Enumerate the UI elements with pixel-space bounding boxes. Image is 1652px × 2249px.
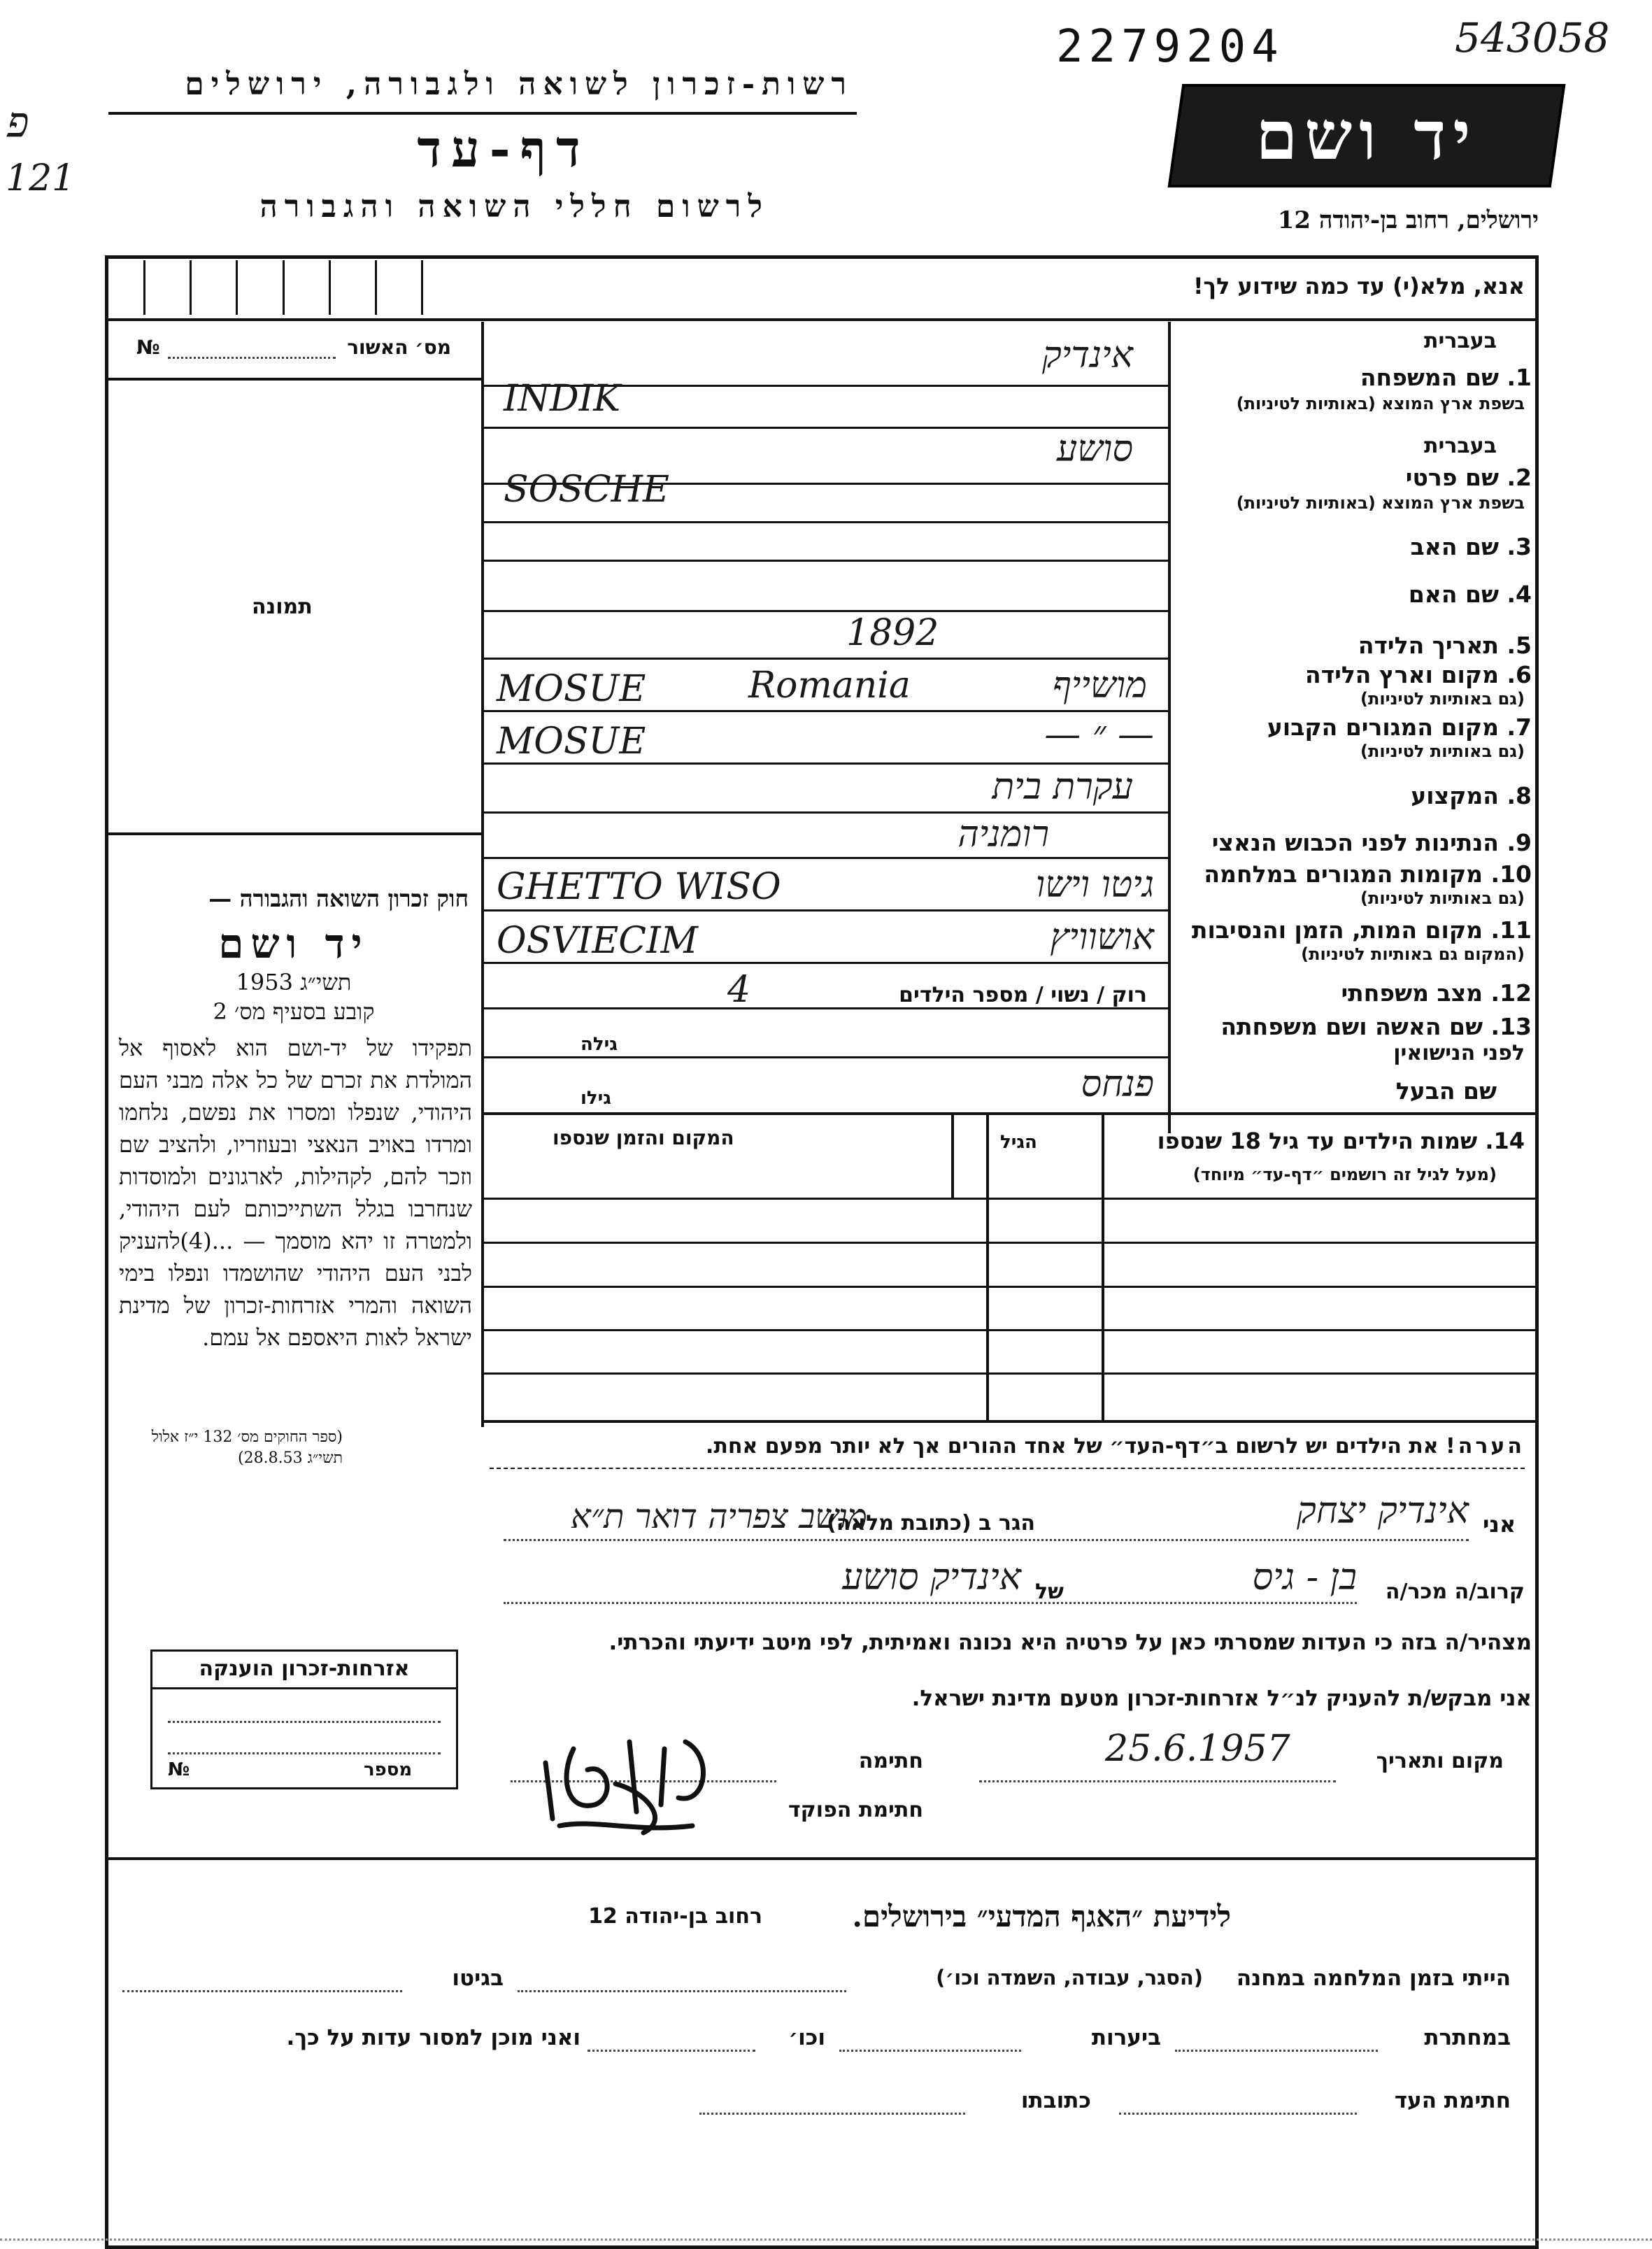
hebrew-tag: בעברית	[1424, 434, 1497, 458]
note-text: את הילדים יש לרשום ב״דף-העד״ של אחד ההורים אך לא יותר מפעם אחת.	[706, 1434, 1439, 1459]
field-label: מקומות המגורים במלחמה	[1204, 860, 1483, 888]
field-label: הנתינות לפני הכבוש הנאצי	[1211, 829, 1499, 856]
field-label-birth-date	[1175, 632, 1532, 659]
field-sub: בשפת ארץ המוצא (באותיות לטיניות)	[1236, 394, 1525, 413]
field-number: 8.	[1507, 782, 1532, 809]
note-label: הערה!	[1446, 1434, 1525, 1459]
victim-name-reference[interactable]: אינדיק סושע	[842, 1556, 1021, 1598]
field-sub: (גם באותיות לטיניות)	[1360, 689, 1525, 709]
field-number: 12.	[1490, 979, 1532, 1007]
authority-name: רשות-זכרון לשואה ולגבורה, ירושלים	[185, 66, 853, 102]
field-label: מקום המגורים הקבוע	[1267, 714, 1499, 741]
footer-address-label: כתובתו	[1020, 2088, 1091, 2113]
place-date-label: מקום ותאריך	[1376, 1749, 1504, 1773]
declarant-address[interactable]: מושב צפריה דואר ת״א	[571, 1497, 867, 1536]
law-reference: (ספר החוקים מס׳ 132 י״ז אלול תשי״ג 28.8.53)	[151, 1428, 343, 1467]
family-name-hebrew[interactable]: אינדיק	[1041, 334, 1133, 376]
field-number: 11.	[1490, 916, 1532, 944]
citizenship-request: אני מבקש/ת להעניק לנ״ל אזרחות-זכרון מטעם מדינת ישראל.	[911, 1686, 1532, 1711]
field-number: 14.	[1485, 1128, 1525, 1154]
field-sub: לפני הנישואין	[1393, 1041, 1525, 1065]
field-label: המקצוע	[1411, 782, 1499, 809]
note	[490, 1434, 1525, 1459]
field-number: 1.	[1507, 364, 1532, 391]
field-label: תאריך הלידה	[1358, 632, 1499, 659]
address: ירושלים, רחוב בן-יהודה 12	[1277, 206, 1539, 234]
family-name-latin[interactable]: INDIK	[504, 378, 621, 420]
field-label-residence	[1175, 714, 1532, 741]
field-label-mother	[1175, 581, 1532, 608]
law-section: קובע בסעיף מס׳ 2	[213, 998, 375, 1025]
footer-address: רחוב בן-יהודה 12	[588, 1904, 762, 1929]
footer-willing-statement: ואני מוכן למסור עדות על כך.	[286, 2025, 581, 2050]
death-place-hebrew[interactable]: אושוויץ	[1050, 916, 1154, 958]
footer-ghetto-label: בגיטו	[452, 1966, 504, 1991]
footer-title: לידיעת ״האגף המדעי״ בירושלים.	[852, 1899, 1231, 1934]
footer-forests-label: ביערות	[1091, 2025, 1161, 2050]
age-label: גילה	[581, 1034, 618, 1055]
field-label-war-residences	[1175, 860, 1532, 888]
war-residence-hebrew[interactable]: גיטו וישו	[1035, 864, 1154, 906]
field-number: 10.	[1490, 860, 1532, 888]
field-label: שם המשפחה	[1360, 364, 1499, 391]
field-number: 13.	[1490, 1013, 1532, 1040]
law-name: יד ושם	[218, 920, 369, 967]
approval-label: מס׳ האשור	[347, 336, 451, 359]
field-sub: (גם באותיות לטיניות)	[1360, 888, 1525, 908]
approval-no: №	[136, 336, 160, 359]
birth-country[interactable]: Romania	[748, 665, 911, 707]
field-label: מצב משפחתי	[1341, 979, 1483, 1007]
field-sub: (גם באותיות לטיניות)	[1360, 742, 1525, 761]
field-number: 2.	[1507, 464, 1532, 491]
law-year: תשי״ג 1953	[236, 969, 352, 995]
footer-underground-label: במחתרת	[1424, 2025, 1511, 2050]
occupation-value[interactable]: עקרת בית	[992, 766, 1133, 808]
logo	[1168, 84, 1566, 187]
field-label: מקום המות, הזמן והנסיבות	[1191, 916, 1483, 944]
marital-options: רוק / נשוי / מספר הילדים	[899, 983, 1147, 1007]
nationality-value[interactable]: רומניה	[957, 814, 1049, 856]
signature-label: חתימה	[858, 1749, 923, 1773]
field-label-marital-status	[1175, 979, 1532, 1007]
margin-note: פ	[7, 98, 29, 147]
residence-latin[interactable]: MOSUE	[497, 721, 646, 762]
death-place-latin[interactable]: OSVIECIM	[497, 920, 698, 962]
field-label: מקום וארץ הלידה	[1305, 661, 1499, 688]
citizenship-number-label: מספר	[364, 1759, 413, 1780]
serial-number: 2279204	[1056, 21, 1284, 73]
children-title: שמות הילדים עד גיל 18 שנספו	[1157, 1128, 1478, 1154]
war-residence-latin[interactable]: GHETTO WISO	[497, 866, 781, 908]
i-label: אני	[1483, 1511, 1516, 1538]
place-date-value[interactable]: 25.6.1957	[1105, 1728, 1290, 1770]
birth-date-value[interactable]: 1892	[846, 612, 939, 654]
footer-etc-label: וכו׳	[788, 2025, 825, 2050]
logo-text: יד ושם	[1255, 96, 1478, 175]
field-label: שם האשה ושם משפחתה	[1220, 1013, 1483, 1040]
resides-label: הגר ב (כתובת מלאה)	[826, 1511, 1035, 1535]
form-title: דף-עד	[417, 119, 590, 178]
relationship-value[interactable]: בן - גיס	[1252, 1556, 1357, 1598]
field-number: 3.	[1507, 533, 1532, 560]
law-title: חוק זכרון השואה והגבורה —	[208, 885, 469, 912]
field-label-birth-place	[1175, 661, 1532, 688]
field-number: 4.	[1507, 581, 1532, 608]
field-label: שם פרטי	[1405, 464, 1499, 491]
footer-camp-label: הייתי בזמן המלחמה במחנה	[1236, 1966, 1511, 1991]
handwritten-number: 543058	[1455, 14, 1610, 62]
hebrew-tag: בעברית	[1424, 329, 1497, 353]
residence-hebrew[interactable]: — ״ —	[1044, 714, 1154, 755]
citizenship-title: אזרחות-זכרון הוענקה	[199, 1656, 410, 1681]
field-label-occupation	[1175, 782, 1532, 809]
field-label-first-name	[1175, 464, 1532, 491]
declaration-statement: מצהיר/ה בזה כי העדות שמסרתי כאן על פרטיה היא נכונה ואמיתית, לפי מיטב ידיעתי והכרתי.	[608, 1630, 1532, 1655]
tick-grid	[143, 260, 423, 315]
field-number: 6.	[1507, 661, 1532, 688]
field-label-family-name	[1175, 364, 1532, 391]
citizenship-no: №	[168, 1759, 190, 1780]
age-label: גילו	[581, 1088, 611, 1109]
field-label-father	[1175, 533, 1532, 560]
field-label-nationality	[1175, 829, 1532, 856]
birth-place-latin[interactable]: MOSUE	[497, 668, 646, 710]
officer-signature-label: חתימת הפוקד	[788, 1798, 923, 1822]
age-column-header: הגיל	[1000, 1132, 1037, 1153]
photo-label: תמונה	[252, 595, 313, 619]
law-text: תפקידו של יד-ושם הוא לאסוף אל המולדת את זכרם של כל אלה מבני העם היהודי, שנפלו ומסרו את נפשם, נלחמו ומרדו באויב הנאצי ובעוזריו, ולהציב שם וזכר להם, לקהילות, לארגונים ולמוסדות שנחרבו בגלל השתייכותם לעם היהודי, ולמטרה זו יהא מוסמך — ...(4)להעניק לבני העם היהודי שהושמדו ונפלו בימי השואה והמרי אזרחות-זכרון של מדינת ישראל לאות היאספם אל עמם.	[119, 1035, 472, 1351]
field-label-death-place	[1175, 916, 1532, 944]
field-label-wife-name	[1175, 1013, 1532, 1040]
field-number: 5.	[1507, 632, 1532, 659]
margin-note: 121	[6, 157, 76, 199]
place-column-header: המקום והזמן שנספו	[553, 1126, 734, 1149]
first-name-hebrew[interactable]: סושע	[1056, 428, 1133, 470]
field-number: 9.	[1507, 829, 1532, 856]
first-name-latin[interactable]: SOSCHE	[504, 469, 669, 511]
of-label: של	[1035, 1580, 1064, 1604]
footer-witness-signature-label: חתימת העד	[1394, 2088, 1511, 2113]
children-count[interactable]: 4	[727, 969, 751, 1011]
field-label: שם האב	[1410, 533, 1499, 560]
relative-label: קרוב/ה מכר/ה	[1385, 1580, 1525, 1604]
footer-camp-types: (הסגר, עבודה, השמדה וכו׳)	[936, 1966, 1203, 1989]
field-label-husband: שם הבעל	[1395, 1077, 1497, 1105]
field-number: 7.	[1507, 714, 1532, 741]
field-sub: בשפת ארץ המוצא (באותיות לטיניות)	[1236, 493, 1525, 513]
children-subtitle: (מעל לגיל זה רושמים ״דף-עד״ מיוחד)	[1192, 1165, 1497, 1184]
instruction: אנא, מלא(י) עד כמה שידוע לך!	[1192, 273, 1525, 299]
declarant-name[interactable]: אינדיק יצחק	[1296, 1490, 1469, 1532]
form-subtitle: לרשום חללי השואה והגבורה	[259, 189, 769, 225]
field-label: שם האם	[1408, 581, 1499, 608]
children-table-title	[1105, 1128, 1525, 1154]
husband-name[interactable]: פנחס	[1081, 1063, 1154, 1105]
birth-place-hebrew[interactable]: מושייף	[1052, 665, 1147, 707]
field-sub: (המקום גם באותיות לטיניות)	[1301, 944, 1525, 964]
